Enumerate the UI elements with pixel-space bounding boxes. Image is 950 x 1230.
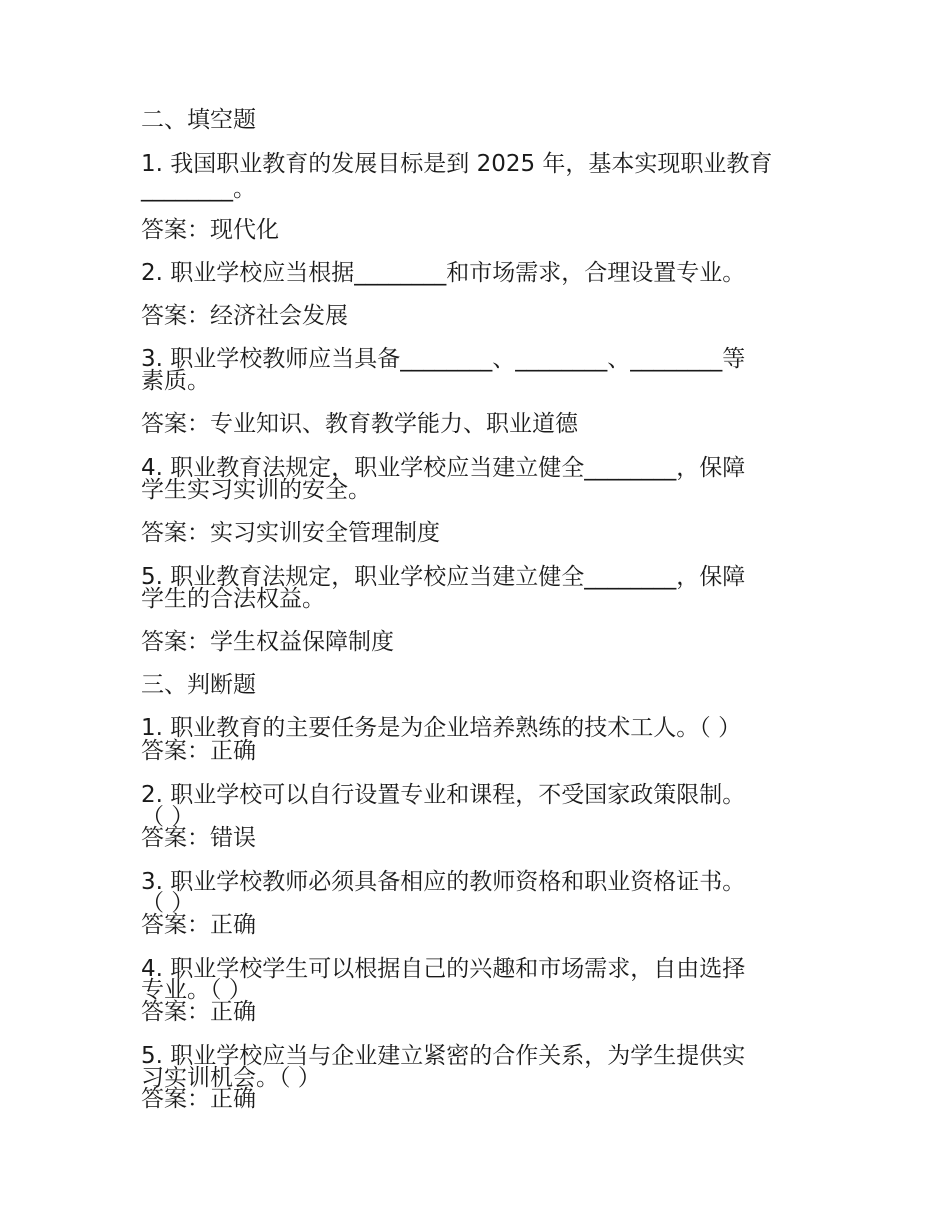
true-false-answer-2: 答案：错误 [141, 825, 256, 851]
true-false-answer-4: 答案：正确 [141, 999, 256, 1025]
fill-in-question-4-line-1: 4. 职业教育法规定，职业学校应当建立健全________，保障 [141, 455, 746, 481]
fill-in-question-5-line-1: 5. 职业教育法规定，职业学校应当建立健全________，保障 [141, 564, 746, 590]
true-false-answer-3: 答案：正确 [141, 912, 256, 938]
true-false-question-4-line-2: 专业。（ ） [141, 977, 252, 1003]
fill-in-question-3-line-1: 3. 职业学校教师应当具备________、________、________等 [141, 346, 746, 372]
true-false-question-2-line-1: 2. 职业学校可以自行设置专业和课程，不受国家政策限制。 [141, 782, 746, 808]
section-heading-fill-in: 二、填空题 [141, 107, 256, 133]
true-false-question-4-line-1: 4. 职业学校学生可以根据自己的兴趣和市场需求，自由选择 [141, 956, 746, 982]
true-false-answer-5: 答案：正确 [141, 1086, 256, 1112]
fill-in-question-2-line-1: 2. 职业学校应当根据________和市场需求，合理设置专业。 [141, 260, 746, 286]
true-false-question-5-line-2: 习实训机会。（ ） [141, 1065, 321, 1091]
fill-in-answer-1: 答案：现代化 [141, 217, 279, 243]
fill-in-answer-5: 答案：学生权益保障制度 [141, 629, 394, 655]
true-false-question-3-line-2: （ ） [141, 890, 195, 916]
fill-in-question-4-line-2: 学生实习实训的安全。 [141, 477, 371, 503]
true-false-question-3-line-1: 3. 职业学校教师必须具备相应的教师资格和职业资格证书。 [141, 869, 746, 895]
section-heading-true-false: 三、判断题 [141, 672, 256, 698]
true-false-question-1-line-1: 1. 职业教育的主要任务是为企业培养熟练的技术工人。（ ） [141, 715, 742, 741]
true-false-question-2-line-2: （ ） [141, 804, 195, 830]
fill-in-answer-2: 答案：经济社会发展 [141, 303, 348, 329]
fill-in-answer-4: 答案：实习实训安全管理制度 [141, 520, 440, 546]
true-false-answer-1: 答案：正确 [141, 738, 256, 764]
fill-in-question-5-line-2: 学生的合法权益。 [141, 586, 325, 612]
fill-in-question-3-line-2: 素质。 [141, 368, 210, 394]
fill-in-question-1-line-1: 1. 我国职业教育的发展目标是到 2025 年，基本实现职业教育 [141, 151, 773, 177]
fill-in-answer-3: 答案：专业知识、教育教学能力、职业道德 [141, 411, 578, 437]
true-false-question-5-line-1: 5. 职业学校应当与企业建立紧密的合作关系，为学生提供实 [141, 1043, 746, 1069]
fill-in-question-1-line-2: ________。 [141, 176, 256, 202]
